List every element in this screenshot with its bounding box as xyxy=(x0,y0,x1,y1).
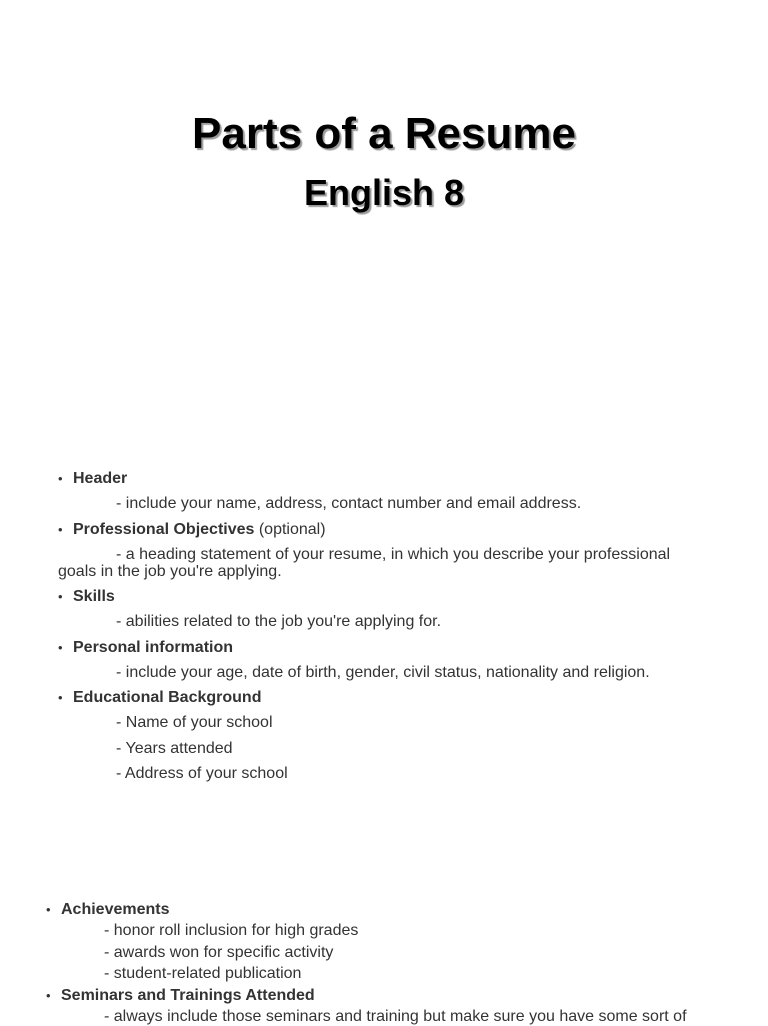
item-heading: Professional Objectives xyxy=(73,521,255,538)
list-item-objectives xyxy=(58,521,326,539)
item-heading: Seminars and Trainings Attended xyxy=(61,987,315,1004)
item-detail: - abilities related to the job you're applying for. xyxy=(116,613,442,630)
page-title: Parts of a Resume xyxy=(192,109,576,158)
bullet-icon: • xyxy=(46,988,51,1003)
item-heading: Educational Background xyxy=(73,689,262,706)
item-detail: - awards won for specific activity xyxy=(104,944,334,961)
bullet-icon: • xyxy=(58,471,63,486)
item-note: (optional) xyxy=(254,521,326,538)
list-item-header xyxy=(58,470,127,488)
item-detail: - Address of your school xyxy=(116,765,288,782)
item-detail: - include your name, address, contact number and email address. xyxy=(116,495,582,512)
item-heading: Achievements xyxy=(61,901,170,918)
item-detail: - student-related publication xyxy=(104,965,302,982)
list-item-skills xyxy=(58,588,115,606)
bullet-icon: • xyxy=(58,589,63,604)
item-detail: - Name of your school xyxy=(116,714,273,731)
item-detail: - always include those seminars and training but make sure you have some sort of xyxy=(104,1008,687,1025)
item-detail: - honor roll inclusion for high grades xyxy=(104,922,359,939)
page-subtitle: English 8 xyxy=(303,172,465,213)
item-detail: - include your age, date of birth, gender, civil status, nationality and religion. xyxy=(116,664,650,681)
bullet-icon: • xyxy=(46,902,51,917)
item-detail: - Years attended xyxy=(116,740,233,757)
item-detail: - a heading statement of your resume, in which you describe your professional xyxy=(116,546,671,563)
item-detail-continued: goals in the job you're applying. xyxy=(58,563,282,580)
list-item-educational-background xyxy=(58,689,261,707)
item-heading: Skills xyxy=(73,588,115,605)
bullet-icon: • xyxy=(58,690,63,705)
item-heading: Personal information xyxy=(73,639,234,656)
bullet-icon: • xyxy=(58,640,63,655)
bullet-icon: • xyxy=(58,522,63,537)
list-item-achievements xyxy=(46,901,170,919)
list-item-seminars-and-trainings xyxy=(46,987,315,1005)
list-item-personal-information xyxy=(58,639,233,657)
item-heading: Header xyxy=(73,470,128,487)
